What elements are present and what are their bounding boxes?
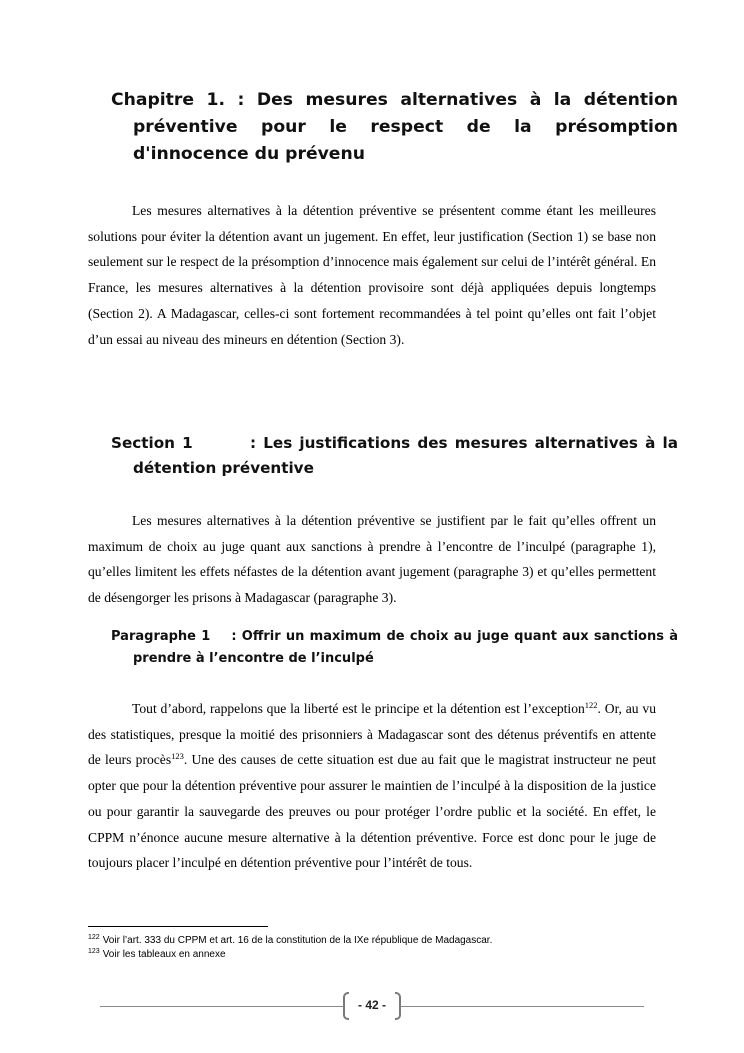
paragraph-text-a: Tout d’abord, rappelons que la liberté est le principe et la détention est l’exception bbox=[132, 701, 585, 716]
footnote-ref-122[interactable]: 122 bbox=[584, 700, 598, 710]
paragraph-text-b: . Or, au vu des statistiques, presque la moitié des prisonniers à Madagascar sont des détenus préventifs en attente de leurs procès bbox=[88, 701, 656, 768]
paragraph-text-c: . Une des causes de cette situation est due au fait que le magistrat instructeur ne peut opter que pour la détention préventive pour assurer le maintien de l’inculpé à la disposition de la justice ou pour garantir la sauvegarde des preuves ou pour protéger l’ordre public et la société. En effet, le CPPM n’énonce aucune mesure alternative à la détention préventive. Force est donc pour le juge de toujours placer l’inculpé en détention préventive pour l’intérêt de tous. bbox=[88, 752, 656, 871]
section-title: : Les justifications des mesures alternatives à la détention préventive bbox=[133, 434, 678, 477]
chapter-title: Chapitre 1. : Des mesures alternatives à la détention préventive pour le respect de la présomption d'innocence du prévenu bbox=[111, 90, 678, 164]
page-number: - 42 - bbox=[357, 998, 386, 1012]
footnote-number: 123 bbox=[88, 948, 100, 955]
section-label: Section 1 bbox=[111, 434, 193, 452]
intro-paragraph: Les mesures alternatives à la détention préventive se présentent comme étant les meilleures solutions pour éviter la détention avant un jugement. En effet, leur justification (Section 1) se base non seulement sur le respect de la présomption d’innocence mais également sur celui de l’intérêt général. En France, les mesures alternatives à la détention provisoire sont déjà appliquées depuis longtemps (Section 2). A Madagascar, celles-ci sont fortement recommandées à tel point qu’elles ont fait l’objet d’un essai au niveau des mineurs en détention (Section 3). bbox=[88, 203, 656, 347]
paragraph-label: Paragraphe 1 bbox=[111, 629, 211, 644]
section-paragraph: Les mesures alternatives à la détention préventive se justifient par le fait qu’elles offrent un maximum de choix au juge quant aux sanctions à prendre à l’encontre de l’inculpé (paragraphe 1), qu’elles limitent les effets néfastes de la détention avant jugement (paragraphe 3) et qu’elles permettent de désengorger les prisons à Madagascar (paragraphe 3). bbox=[88, 513, 656, 606]
section-heading bbox=[111, 431, 678, 481]
footnote-text: Voir l’art. 333 du CPPM et art. 16 de la constitution de la IXe république de Madagascar. bbox=[102, 935, 493, 946]
footnote-number: 122 bbox=[88, 934, 100, 941]
paragraph-body bbox=[88, 696, 656, 876]
footer-rule-right bbox=[401, 1006, 644, 1007]
footnote-separator bbox=[88, 926, 268, 927]
footnote-text: Voir les tableaux en annexe bbox=[102, 949, 226, 960]
paragraph-heading bbox=[111, 626, 678, 670]
footnote-123 bbox=[88, 948, 226, 962]
right-brace-icon bbox=[395, 992, 401, 1020]
footer-rule-left bbox=[100, 1006, 343, 1007]
footnote-ref-123[interactable]: 123 bbox=[171, 751, 184, 762]
chapter-heading bbox=[111, 87, 678, 168]
footnote-122 bbox=[88, 934, 492, 948]
paragraph-title: : Offrir un maximum de choix au juge quant aux sanctions à prendre à l’encontre de l’inculpé bbox=[133, 629, 678, 666]
